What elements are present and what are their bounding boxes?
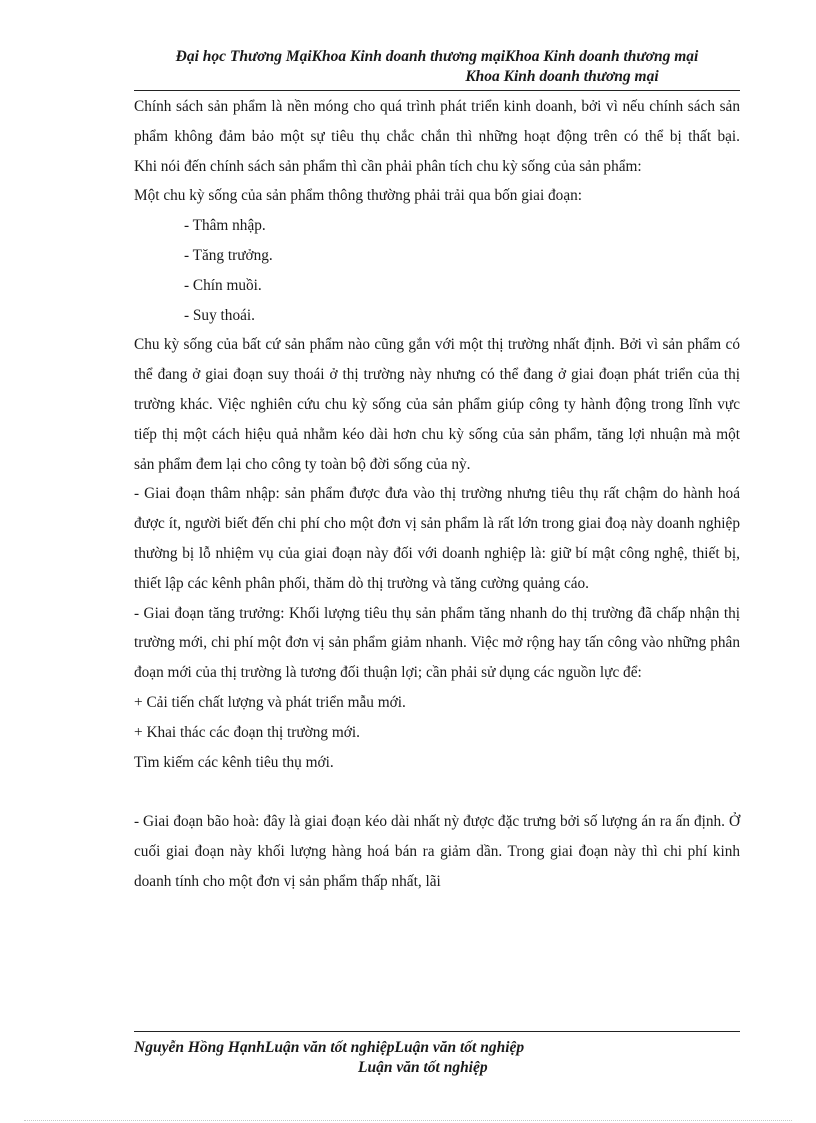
paragraph-4: Chu kỳ sống của bất cứ sản phẩm nào cũng gắn với một thị trường nhất định. Bởi vì sản phẩm có thể đang ở giai đoạn suy thoái ở thị trường này nhưng có thể đang ở giai đoạn phát triển của thị trường khác. Việc nghiên cứu chu kỳ sống của sản phẩm giúp công ty hành động trong lĩnh vực tiếp thị một cách hiệu quả nhằm kéo dài hơn chu kỳ sống của sản phẩm, tăng lợi nhuận mà một sản phẩm đem lại cho công ty toàn bộ đời sống của nỳ.	[134, 336, 740, 473]
stage-item: - Suy thoái.	[184, 306, 255, 324]
page-footer	[134, 1031, 740, 1078]
paragraph-1: Chính sách sản phẩm là nền móng cho quá trình phát triển kinh doanh, bởi vì nếu chính sách sản phẩm không đảm bảo một sự tiêu thụ chắc chắn thì những hoạt động trên có thể bị thất bại.	[134, 98, 740, 145]
header-line-2-text: Khoa Kinh doanh thương mại	[465, 68, 659, 85]
blank-line	[134, 777, 740, 807]
paragraph-3: Một chu kỳ sống của sản phẩm thông thường phải trải qua bốn giai đoạn:	[134, 187, 583, 205]
paragraph-6: - Giai đoạn tăng trưởng: Khối lượng tiêu thụ sản phẩm tăng nhanh do thị trường đã chấp nhận thị trường mới, chi phí một đơn vị sản phẩm giảm nhanh. Việc mở rộng hay tấn công vào những phân đoạn mới của thị trường là tương đối thuận lợi; cần phải sử dụng các nguồn lực để:	[134, 604, 740, 682]
paragraph-9: Tìm kiếm các kênh tiêu thụ mới.	[134, 753, 334, 771]
header-line-1: Đại học Thương MạiKhoa Kinh doanh thương mạiKhoa Kinh doanh thương mại	[175, 48, 699, 65]
header-line-2	[134, 67, 740, 91]
stage-item: - Chín muồi.	[184, 276, 262, 294]
paragraph-10: - Giai đoạn bão hoà: đây là giai đoạn kéo dài nhất nỳ được đặc trưng bởi số lượng án ra ấn định. Ở cuối giai đoạn này khối lượng hàng hoá bán ra giảm dần. Trong giai đoạn này thì chi phí kinh doanh tính cho một đơn vị sản phẩm thấp nhất, lãi	[134, 813, 740, 890]
footer-line-1: Nguyễn Hồng HạnhLuận văn tốt nghiệpLuận văn tốt nghiệp	[134, 1039, 525, 1056]
page-edge-divider	[24, 1120, 792, 1121]
paragraph-8: + Khai thác các đoạn thị trường mới.	[134, 723, 360, 741]
stage-item: - Thâm nhập.	[184, 217, 266, 235]
body-text	[134, 92, 740, 897]
paragraph-5: - Giai đoạn thâm nhập: sản phẩm được đưa vào thị trường nhưng tiêu thụ rất chậm do hành hoá được ít, người biết đến chi phí cho một đơn vị sản phẩm là rất lớn trong giai đoạ này doanh nghiệp thường bị lỗ nhiệm vụ của giai đoạn này đối với doanh nghiệp là: giữ bí mật công nghệ, thiết bị, thiết lập các kênh phân phối, thăm dò thị trường và tăng cường quảng cáo.	[134, 485, 740, 592]
footer-line-2: Luận văn tốt nghiệp	[358, 1059, 488, 1076]
paragraph-7: + Cải tiến chất lượng và phát triển mẫu mới.	[134, 693, 406, 711]
page-header	[134, 47, 740, 91]
paragraph-2: Khi nói đến chính sách sản phẩm thì cần phải phân tích chu kỳ sống của sản phẩm:	[134, 157, 642, 175]
stage-item: - Tăng trưởng.	[184, 246, 273, 264]
